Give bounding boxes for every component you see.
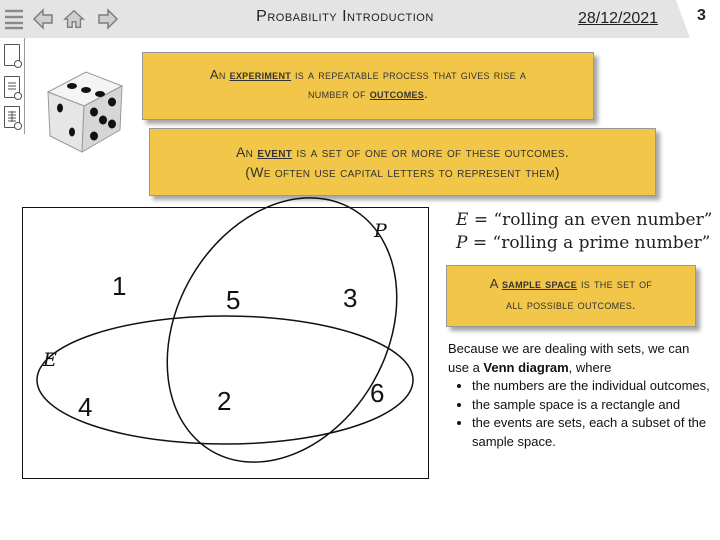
experiment-prefix: An [209, 67, 226, 82]
explanation-intro [448, 340, 710, 377]
event-E-ellipse [37, 316, 413, 444]
list-item: • the events are sets, each a subset of the sample space. [472, 414, 710, 451]
explanation-intro-after: , where [568, 359, 612, 375]
definition-E-text: = “rolling an even number” [473, 210, 713, 230]
definition-P-text: = “rolling a prime number” [472, 233, 711, 253]
list-item: • the sample space is a rectangle and [472, 396, 710, 415]
page-title: Probability Introduction [256, 8, 434, 25]
explanation-list [448, 377, 710, 451]
outcome-5: 5 [226, 285, 241, 315]
set-label-E: E [43, 349, 57, 371]
list-item: • the numbers are the individual outcomes, [472, 377, 710, 396]
page-number: 3 [697, 7, 706, 24]
set-label-P: P [374, 220, 387, 242]
definition-E-symbol: E [456, 210, 469, 230]
outcomes-prefix: number of [307, 86, 366, 101]
event-text: is a set of one or more of these outcomes. [296, 144, 570, 160]
definition-P [456, 233, 710, 253]
outcome-1: 1 [112, 271, 127, 301]
sample-space-prefix: A [489, 276, 499, 291]
sample-space-term: sample space [501, 276, 578, 291]
outcomes-period: . [424, 86, 429, 101]
date-label: 28/12/2021 [578, 10, 659, 27]
event-term: event [257, 144, 293, 160]
definition-E [456, 210, 712, 230]
sample-space-definition-box [446, 265, 696, 327]
outcomes-term: outcomes [369, 86, 425, 101]
experiment-text: is a repeatable process that gives rise a [295, 67, 527, 82]
venn-explanation [448, 340, 710, 451]
explanation-intro-before: Because we are dealing with sets, we can use a [448, 341, 690, 375]
definition-P-symbol: P [456, 233, 468, 253]
sample-space-text: is the set of [580, 276, 653, 291]
event-prefix: An [235, 144, 254, 160]
experiment-term: experiment [229, 67, 292, 82]
outcome-2: 2 [217, 386, 232, 416]
explanation-intro-bold: Venn diagram [483, 359, 569, 375]
outcome-4: 4 [78, 392, 93, 422]
sample-space-line2: all possible outcomes. [506, 297, 636, 312]
outcome-6: 6 [370, 378, 385, 408]
event-note: (We often use capital letters to represent them) [245, 164, 560, 180]
event-P-ellipse [121, 156, 443, 503]
outcome-3: 3 [343, 283, 358, 313]
